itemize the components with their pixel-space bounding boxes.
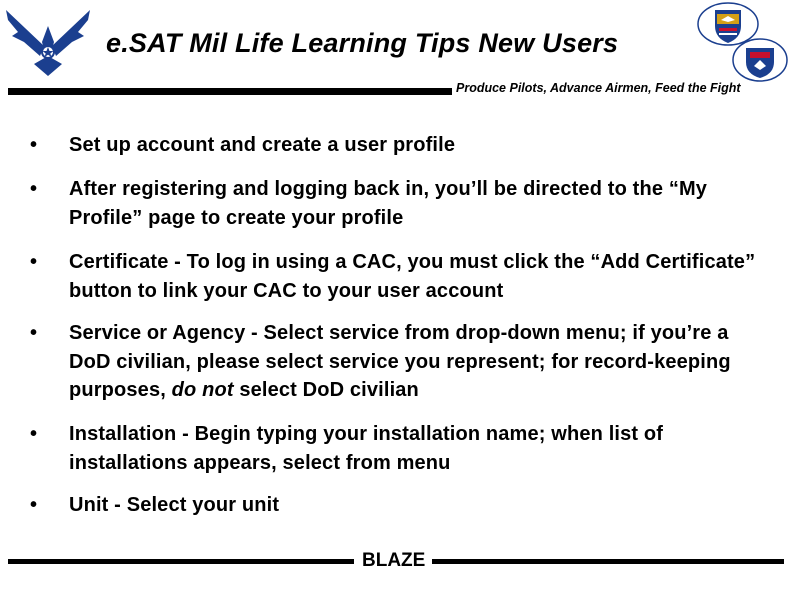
bullet-glyph: • (30, 178, 38, 200)
footer-divider-left (8, 559, 354, 564)
bullet-text: Set up account and create a user profile (69, 134, 456, 156)
bullet-text-before: Service or Agency - Select service from drop-down menu; if you’re a DoD civilian, please select service you represent; for record-keeping purposes, (69, 322, 731, 401)
bullet-text: Unit - Select your unit (69, 494, 280, 516)
page-title: e.SAT Mil Life Learning Tips New Users (106, 28, 619, 58)
air-force-seal-icon (732, 38, 788, 82)
bullet-text: Certificate - To log in using a CAC, you must click the “Add Certificate” button to link your CAC to your user account (69, 251, 756, 302)
bullet-glyph: • (30, 134, 38, 156)
bullet-glyph: • (30, 251, 38, 273)
air-force-wings-icon (4, 6, 92, 78)
bullet-text-after: select DoD civilian (233, 379, 419, 401)
bullet-text: After registering and logging back in, you’ll be directed to the “My Profile” page to create your profile (69, 178, 708, 229)
footer-divider-right (432, 559, 784, 564)
bullet-glyph: • (30, 494, 38, 516)
bullet-glyph: • (30, 322, 38, 344)
tagline: Produce Pilots, Advance Airmen, Feed the Fight (456, 81, 741, 95)
bullet-text: Installation - Begin typing your installation name; when list of installations appears, select from menu (69, 423, 664, 474)
footer-label: BLAZE (362, 550, 426, 571)
header-divider (8, 88, 452, 95)
bullet-text (69, 319, 769, 405)
bullet-glyph: • (30, 423, 38, 445)
bullet-text-emphasis: do not (171, 379, 234, 401)
